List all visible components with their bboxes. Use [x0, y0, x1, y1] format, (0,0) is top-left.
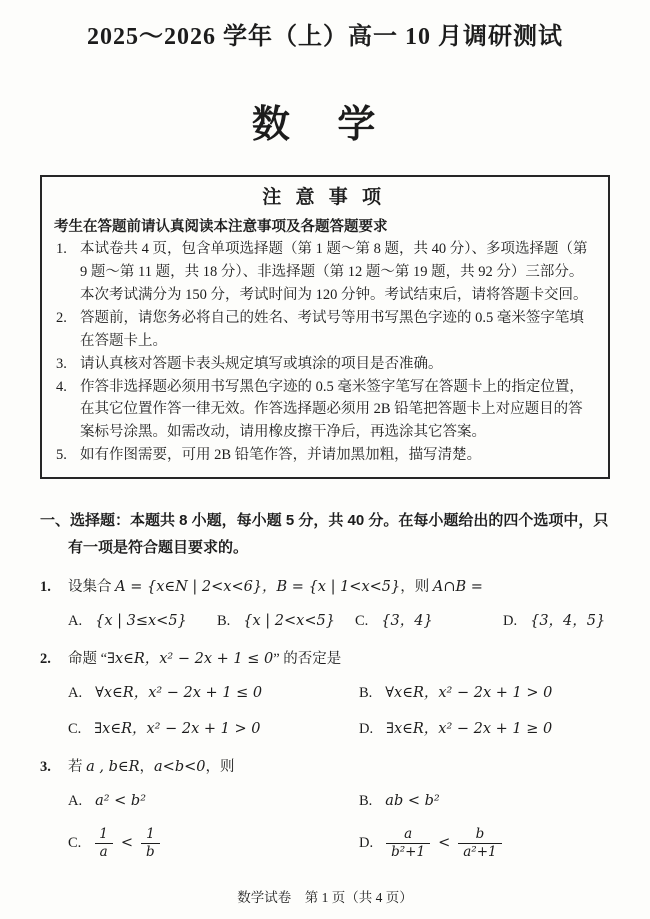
option-label: C.: [355, 612, 369, 629]
question-1-option-d: [503, 610, 610, 633]
fraction: [386, 826, 430, 862]
question-1-stem: 设集合 A = {x∈N | 2<x<6}，B = {x | 1<x<5}，则 A∩B =: [68, 579, 483, 596]
question-3-stem: 若 a , b∈R，a<b<0，则: [68, 759, 235, 776]
option-math: ab < b²: [385, 792, 440, 809]
question-2-stem: 命题 “∃x∈R，x² − 2x + 1 ≤ 0” 的否定是: [68, 651, 342, 667]
question-2-option-b: [359, 682, 610, 705]
section-one-heading: 一、选择题：本题共 8 小题，每小题 5 分，共 40 分。在每小题给出的四个选项中，只有一项是符合题目要求的。: [40, 512, 609, 557]
numerator: 1: [99, 825, 108, 842]
question-3-option-c: [68, 826, 359, 862]
numerator: a: [404, 825, 413, 842]
option-math: {3，4，5}: [530, 612, 606, 629]
comparison-operator: <: [120, 835, 134, 852]
notice-item-text: 请认真核对答题卡表头规定填写或填涂的项目是否准确。: [80, 355, 443, 372]
question-3-options: [68, 790, 610, 862]
notice-item-number: 2.: [56, 309, 67, 326]
denominator: a²+1: [458, 843, 501, 862]
fraction: [141, 826, 160, 862]
question-1-option-a: [68, 610, 217, 633]
numerator: 1: [146, 825, 155, 842]
question-1-number: 1.: [40, 579, 51, 596]
option-math: {3，4}: [381, 612, 433, 629]
option-label: A.: [68, 792, 83, 809]
denominator: a: [95, 843, 113, 862]
subam-subject-title: 数学: [251, 104, 423, 146]
fraction: [94, 826, 113, 862]
numerator: b: [475, 825, 485, 842]
notice-item-number: 4.: [56, 378, 67, 395]
option-label: B.: [359, 684, 373, 701]
notice-item-text: 本试卷共 4 页，包含单项选择题（第 1 题～第 8 题，共 40 分）、多项选择题（第 9 题～第 11 题，共 18 分）、非选择题（第 12 题～第 19 题，共 92 分）三部分。本次考试满分为 150 分，考试时间为 120 分钟。考试结束后，请将答题卡交回。: [80, 241, 588, 303]
notice-item-text: 作答非选择题必须用书写黑色字迹的 0.5 毫米签字笔写在答题卡上的指定位置，在其它位置作答一律无效。作答选择题必须用 2B 铅笔把答题卡上对应题目的答案标号涂黑。如需改动，请用橡皮擦干净后，再选涂其它答案。: [80, 378, 584, 441]
notice-item-number: 5.: [56, 447, 67, 464]
option-math: a² < b²: [95, 792, 147, 809]
question-2-option-c: [68, 718, 359, 741]
exam-title: 2025～2026 学年（上）高一 10 月调研测试: [87, 24, 563, 50]
notice-item-number: 3.: [56, 355, 67, 372]
denominator: b: [141, 843, 160, 862]
option-label: D.: [503, 612, 518, 629]
question-1-option-b: [217, 610, 355, 633]
question-2-option-a: [68, 682, 359, 705]
option-math: ∃x∈R，x² − 2x + 1 ≥ 0: [386, 720, 553, 737]
option-label: B.: [359, 792, 373, 809]
option-math: {x | 2<x<5}: [243, 612, 335, 629]
fraction: [458, 826, 501, 862]
notice-item: [54, 444, 596, 467]
option-math: {x | 3≤x<5}: [95, 612, 187, 629]
notice-heading: 注意事项: [262, 187, 396, 208]
question-2: [40, 647, 610, 741]
notice-item-number: 1.: [56, 241, 67, 258]
option-math: ∀x∈R，x² − 2x + 1 > 0: [385, 684, 553, 701]
question-1: [40, 575, 610, 633]
option-label: A.: [68, 612, 83, 629]
notice-item: [54, 376, 596, 445]
question-3: [40, 755, 610, 862]
option-label: D.: [359, 835, 374, 852]
question-2-number: 2.: [40, 651, 51, 667]
page-footer: 数学试卷 第 1 页（共 4 页）: [237, 890, 413, 905]
notice-box: [40, 175, 610, 479]
question-2-option-d: [359, 718, 610, 741]
option-math: ∃x∈R，x² − 2x + 1 > 0: [94, 720, 261, 737]
question-1-option-c: [355, 610, 503, 633]
comparison-operator: <: [438, 835, 451, 852]
notice-item: [54, 238, 596, 307]
notice-item: [54, 307, 596, 353]
question-1-options: [68, 610, 610, 633]
notice-intro: 考生在答题前请认真阅读本注意事项及各题答题要求: [54, 218, 388, 235]
notice-item: [54, 353, 596, 376]
option-label: D.: [359, 720, 374, 737]
question-2-options: [68, 682, 610, 741]
question-3-option-a: [68, 790, 359, 813]
question-3-option-d: [359, 826, 610, 862]
option-label: C.: [68, 720, 82, 737]
question-3-option-b: [359, 790, 610, 813]
option-label: A.: [68, 684, 83, 701]
notice-item-text: 如有作图需要，可用 2B 铅笔作答，并请加黑加粗，描写清楚。: [80, 447, 482, 464]
option-math: ∀x∈R，x² − 2x + 1 ≤ 0: [95, 684, 263, 701]
notice-item-text: 答题前，请您务必将自己的姓名、考试号等用书写黑色字迹的 0.5 毫米签字笔填在答题卡上。: [80, 309, 584, 349]
denominator: b²+1: [386, 843, 430, 862]
option-label: B.: [217, 612, 231, 629]
option-label: C.: [68, 835, 82, 852]
question-3-number: 3.: [40, 759, 51, 776]
